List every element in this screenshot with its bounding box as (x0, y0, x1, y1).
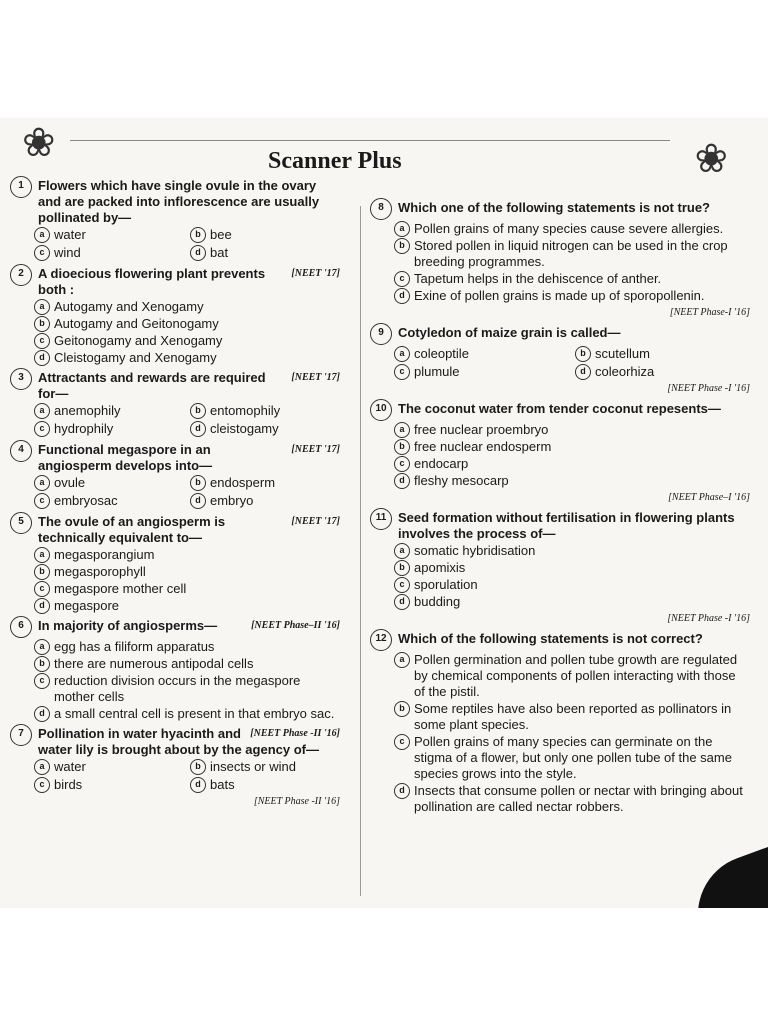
option-letter: d (190, 493, 206, 509)
option-letter: b (190, 227, 206, 243)
option-item (34, 299, 340, 315)
option-text: fleshy mesocarp (414, 473, 509, 488)
option-text: Cleistogamy and Xenogamy (54, 350, 217, 365)
option-letter: b (190, 403, 206, 419)
question-text-body: Attractants and rewards are required for— (38, 370, 266, 401)
option-letter: a (34, 299, 50, 315)
option-text: egg has a filiform apparatus (54, 639, 215, 654)
option-text: ovule (54, 475, 86, 490)
scanned-page (0, 118, 768, 908)
option-letter: a (34, 227, 50, 243)
exam-tag: [NEET Phase -I '16] (667, 613, 750, 624)
question-header (370, 631, 750, 651)
option-item (190, 403, 340, 419)
question-text-body: The ovule of an angiosperm is technically equivalent to— (38, 514, 226, 545)
option-item (34, 598, 340, 614)
exam-tag: [NEET '17] (291, 444, 340, 455)
question-item (10, 178, 340, 262)
option-text: coleorhiza (595, 364, 655, 379)
option-text: insects or wind (210, 759, 296, 774)
option-letter: a (394, 543, 410, 559)
option-letter: d (190, 245, 206, 261)
option-text: cleistogamy (210, 421, 279, 436)
question-number: 2 (10, 264, 32, 286)
option-letter: d (394, 288, 410, 304)
question-number: 1 (10, 176, 32, 198)
question-text (398, 510, 750, 542)
exam-tag: [NEET Phase -II '16] (250, 728, 340, 739)
option-item (34, 403, 184, 419)
option-item (190, 421, 340, 437)
exam-tag: [NEET Phase-I '16] (669, 307, 750, 318)
left-column (10, 178, 340, 814)
option-text: plumule (414, 364, 460, 379)
option-item (34, 759, 184, 775)
question-item (370, 510, 750, 627)
option-item (394, 346, 569, 362)
option-item (394, 594, 750, 610)
question-number: 12 (370, 629, 392, 651)
option-letter: a (34, 475, 50, 491)
question-item (370, 325, 750, 397)
option-item (34, 333, 340, 349)
option-item (394, 652, 750, 700)
option-letter: b (34, 316, 50, 332)
option-text: bat (210, 245, 229, 260)
option-item (190, 777, 340, 793)
option-text: bats (210, 777, 235, 792)
option-item (34, 350, 340, 366)
option-letter: c (394, 456, 410, 472)
page-title: Scanner Plus (268, 148, 402, 174)
options-list (34, 402, 340, 438)
options-list (34, 474, 340, 510)
option-letter: b (575, 346, 591, 362)
options-list (394, 543, 750, 610)
option-letter: a (34, 639, 50, 655)
option-text: sporulation (414, 577, 478, 592)
option-letter: d (190, 421, 206, 437)
option-item (190, 245, 340, 261)
option-item (394, 439, 750, 455)
option-text: apomixis (414, 560, 466, 575)
question-item (10, 266, 340, 366)
question-text (398, 200, 750, 216)
option-letter: a (34, 759, 50, 775)
option-item (34, 639, 340, 655)
question-number: 7 (10, 724, 32, 746)
option-text: a small central cell is present in that embryo sac. (54, 706, 335, 721)
question-header (370, 401, 750, 421)
option-text: bee (210, 227, 232, 242)
option-text: Tapetum helps in the dehiscence of anther. (414, 271, 662, 286)
option-letter: a (394, 422, 410, 438)
option-item (34, 493, 184, 509)
option-letter: a (34, 403, 50, 419)
options-list (394, 652, 750, 815)
question-text (38, 442, 340, 474)
option-text: embryo (210, 493, 254, 508)
question-header (370, 200, 750, 220)
option-text: scutellum (595, 346, 650, 361)
option-letter: a (34, 547, 50, 563)
option-text: Geitonogamy and Xenogamy (54, 333, 223, 348)
question-number: 6 (10, 616, 32, 638)
options-list (394, 345, 750, 381)
option-item (394, 701, 750, 733)
question-text (398, 631, 750, 647)
option-letter: d (575, 364, 591, 380)
option-letter: d (394, 783, 410, 799)
question-number: 5 (10, 512, 32, 534)
question-header (370, 325, 750, 345)
option-text: Pollen grains of many species can germinate on the stigma of a flower, but only one pollen tube of the same species grows into the style. (414, 734, 732, 781)
option-letter: a (394, 346, 410, 362)
option-item (34, 227, 184, 243)
option-text: megasporophyll (54, 564, 146, 579)
question-number: 9 (370, 323, 392, 345)
option-letter: d (394, 473, 410, 489)
option-text: endosperm (210, 475, 276, 490)
question-text (398, 401, 750, 417)
question-number: 3 (10, 368, 32, 390)
option-item (190, 493, 340, 509)
option-letter: b (34, 656, 50, 672)
question-text (38, 618, 340, 634)
option-text: Autogamy and Geitonogamy (54, 316, 219, 331)
question-number: 8 (370, 198, 392, 220)
question-header (10, 370, 340, 402)
exam-tag: [NEET '17] (291, 372, 340, 383)
question-text (38, 178, 340, 226)
option-text: reduction division occurs in the megaspore mother cells (54, 673, 301, 704)
option-text: entomophily (210, 403, 281, 418)
option-text: Stored pollen in liquid nitrogen can be used in the crop breeding programmes. (414, 238, 728, 269)
option-item (34, 421, 184, 437)
question-header (10, 618, 340, 638)
option-text: Some reptiles have also been reported as pollinators in some plant species. (414, 701, 732, 732)
options-list (394, 221, 750, 304)
option-text: Autogamy and Xenogamy (54, 299, 204, 314)
option-text: endocarp (414, 456, 469, 471)
lotus-logo-icon: ❀ (694, 137, 728, 181)
option-text: embryosac (54, 493, 118, 508)
option-text: budding (414, 594, 461, 609)
option-item (394, 783, 750, 815)
question-text-body: Seed formation without fertilisation in flowering plants involves the process of— (398, 510, 735, 541)
option-item (575, 364, 750, 380)
option-text: free nuclear endosperm (414, 439, 552, 454)
question-text-body: In majority of angiosperms— (38, 618, 218, 633)
question-text-body: Cotyledon of maize grain is called— (398, 325, 621, 340)
option-letter: d (190, 777, 206, 793)
option-item (34, 316, 340, 332)
option-item (394, 734, 750, 782)
option-letter: a (394, 221, 410, 237)
exam-tag: [NEET '17] (291, 516, 340, 527)
lotus-logo-icon: ❀ (22, 121, 56, 165)
question-item (10, 370, 340, 438)
question-item (10, 618, 340, 722)
options-list (34, 547, 340, 614)
question-text (38, 370, 340, 402)
option-item (190, 759, 340, 775)
question-text (38, 514, 340, 546)
option-item (394, 238, 750, 270)
question-text-body: A dioecious flowering plant prevents both : (38, 266, 266, 297)
option-letter: c (394, 577, 410, 593)
question-text-body: Flowers which have single ovule in the ovary and are packed into inflorescence are usually pollinated by— (38, 178, 320, 225)
option-letter: b (190, 759, 206, 775)
option-text: there are numerous antipodal cells (54, 656, 254, 671)
options-list (394, 422, 750, 489)
option-item (34, 581, 340, 597)
exam-tag: [NEET Phase–I '16] (668, 492, 750, 503)
option-item (34, 547, 340, 563)
option-letter: c (34, 493, 50, 509)
options-list (34, 226, 340, 262)
option-letter: d (34, 350, 50, 366)
options-list (34, 299, 340, 366)
option-text: wind (54, 245, 81, 260)
option-item (575, 346, 750, 362)
question-item (370, 401, 750, 506)
question-text-body: Which one of the following statements is not true? (398, 200, 710, 215)
question-text-body: Which of the following statements is not correct? (398, 631, 703, 646)
option-item (34, 245, 184, 261)
option-item (34, 656, 340, 672)
option-item (394, 271, 750, 287)
question-header (10, 514, 340, 546)
option-letter: b (394, 238, 410, 254)
option-text: Exine of pollen grains is made up of sporopollenin. (414, 288, 705, 303)
option-letter: c (394, 734, 410, 750)
option-item (34, 706, 340, 722)
exam-tag: [NEET Phase -I '16] (667, 383, 750, 394)
option-text: birds (54, 777, 83, 792)
option-letter: c (34, 581, 50, 597)
question-header (10, 726, 340, 758)
question-header (370, 510, 750, 542)
option-letter: b (34, 564, 50, 580)
option-text: hydrophily (54, 421, 114, 436)
option-letter: c (394, 271, 410, 287)
options-list (34, 758, 340, 794)
question-item (370, 631, 750, 815)
option-text: coleoptile (414, 346, 469, 361)
question-item (370, 200, 750, 321)
option-letter: c (34, 777, 50, 793)
option-item (34, 673, 340, 705)
question-header (10, 442, 340, 474)
header-rule (70, 140, 670, 141)
option-item (394, 577, 750, 593)
option-item (394, 543, 750, 559)
option-text: water (54, 227, 86, 242)
option-text: free nuclear proembryo (414, 422, 549, 437)
exam-tag: [NEET Phase–II '16] (251, 620, 340, 631)
option-letter: c (394, 364, 410, 380)
option-letter: c (34, 421, 50, 437)
option-letter: b (190, 475, 206, 491)
option-letter: a (394, 652, 410, 668)
exam-tag: [NEET '17] (291, 268, 340, 279)
option-text: Pollen germination and pollen tube growth are regulated by chemical components of pollen interacting with those of the pistil. (414, 652, 738, 699)
exam-tag: [NEET Phase -II '16] (253, 796, 340, 807)
option-item (394, 456, 750, 472)
question-number: 4 (10, 440, 32, 462)
question-number: 11 (370, 508, 392, 530)
question-number: 10 (370, 399, 392, 421)
option-text: somatic hybridisation (414, 543, 536, 558)
question-text (38, 266, 340, 298)
question-text-body: The coconut water from tender coconut repesents— (398, 401, 721, 416)
option-item (394, 364, 569, 380)
question-item (10, 726, 340, 810)
question-text (398, 325, 750, 341)
question-header (10, 266, 340, 298)
finger-shadow (681, 841, 768, 908)
option-text: Insects that consume pollen or nectar with bringing about pollination are called nectar robbers. (414, 783, 743, 814)
option-letter: b (394, 701, 410, 717)
options-list (34, 639, 340, 722)
option-text: Pollen grains of many species cause severe allergies. (414, 221, 724, 236)
option-item (34, 777, 184, 793)
question-text (38, 726, 340, 758)
option-letter: c (34, 245, 50, 261)
option-text: water (54, 759, 86, 774)
option-text: megaspore mother cell (54, 581, 187, 596)
option-item (190, 475, 340, 491)
option-letter: c (34, 333, 50, 349)
option-letter: c (34, 673, 50, 689)
option-item (34, 475, 184, 491)
option-item (394, 473, 750, 489)
option-item (34, 564, 340, 580)
option-item (394, 288, 750, 304)
option-text: megasporangium (54, 547, 155, 562)
option-letter: d (34, 598, 50, 614)
option-letter: b (394, 439, 410, 455)
question-item (10, 442, 340, 510)
option-text: anemophily (54, 403, 121, 418)
column-divider (360, 206, 361, 896)
option-item (394, 560, 750, 576)
question-text-body: Pollination in water hyacinth and water lily is brought about by the agency of— (38, 726, 319, 757)
option-item (394, 221, 750, 237)
question-item (10, 514, 340, 614)
question-header (10, 178, 340, 226)
option-letter: d (34, 706, 50, 722)
option-item (394, 422, 750, 438)
option-letter: d (394, 594, 410, 610)
option-letter: b (394, 560, 410, 576)
question-text-body: Functional megaspore in an angiosperm develops into— (38, 442, 213, 473)
right-column (370, 200, 750, 819)
option-text: megaspore (54, 598, 120, 613)
option-item (190, 227, 340, 243)
